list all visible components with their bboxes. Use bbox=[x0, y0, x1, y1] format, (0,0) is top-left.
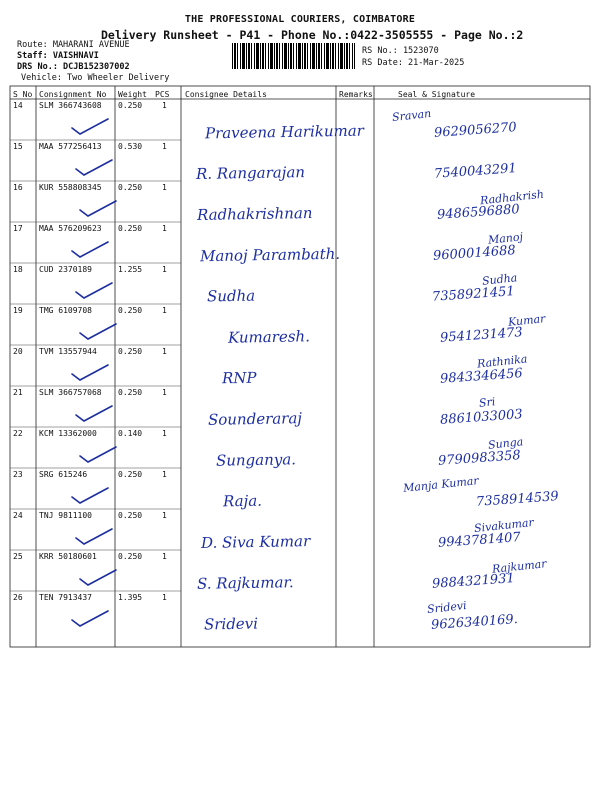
row-phone: 9626340169. bbox=[430, 611, 519, 634]
row-consignee-name: Raja. bbox=[222, 491, 263, 511]
row-sno: 16 bbox=[13, 183, 23, 192]
row-consignee-name: Radhakrishnan bbox=[196, 203, 313, 225]
row-sno: 17 bbox=[13, 224, 23, 233]
row-phone: 9541231473 bbox=[439, 325, 524, 346]
route-label: Route: MAHARANI AVENUE bbox=[17, 40, 130, 50]
row-phone: 9843346456 bbox=[439, 366, 524, 387]
row-phone: 9600014688 bbox=[432, 243, 517, 264]
col-header-seal: Seal & Signature bbox=[398, 90, 476, 99]
row-sno: 21 bbox=[13, 388, 23, 397]
row-consignee-name: Sridevi bbox=[203, 614, 259, 634]
row-phone: 7540043291 bbox=[433, 161, 518, 182]
row-consignment-no: SRG 615246 bbox=[39, 470, 88, 479]
checkmark-icon bbox=[74, 527, 114, 547]
row-phone: 9629056270 bbox=[433, 120, 518, 141]
row-phone: 9790983358 bbox=[437, 448, 522, 469]
row-pcs: 1 bbox=[162, 347, 167, 356]
row-pcs: 1 bbox=[162, 306, 167, 315]
col-header-weight: Weight bbox=[118, 90, 147, 99]
row-weight: 0.250 bbox=[118, 101, 143, 110]
row-pcs: 1 bbox=[162, 593, 167, 602]
row-weight: 1.395 bbox=[118, 593, 143, 602]
checkmark-icon bbox=[74, 158, 114, 178]
row-weight: 0.530 bbox=[118, 142, 143, 151]
col-header-remarks: Remarks bbox=[339, 90, 373, 99]
row-consignment-no: TMG 6109708 bbox=[39, 306, 92, 315]
checkmark-icon bbox=[78, 322, 118, 342]
row-consignee-name: Sudha bbox=[206, 286, 256, 306]
row-sno: 25 bbox=[13, 552, 23, 561]
checkmark-icon bbox=[78, 199, 118, 219]
row-weight: 0.250 bbox=[118, 183, 143, 192]
rs-date: RS Date: 21-Mar-2025 bbox=[362, 58, 465, 68]
row-pcs: 1 bbox=[162, 142, 167, 151]
company-title: THE PROFESSIONAL COURIERS, COIMBATORE bbox=[184, 14, 416, 25]
row-pcs: 1 bbox=[162, 224, 167, 233]
row-sno: 15 bbox=[13, 142, 23, 151]
row-consignee-name: Manoj Parambath. bbox=[199, 244, 341, 266]
row-signature: Rajkumar bbox=[491, 557, 548, 576]
row-pcs: 1 bbox=[162, 388, 167, 397]
vehicle-label: Vehicle: Two Wheeler Delivery bbox=[21, 73, 170, 83]
row-phone: 9486596880 bbox=[436, 202, 521, 223]
row-weight: 0.250 bbox=[118, 347, 143, 356]
row-pcs: 1 bbox=[162, 470, 167, 479]
row-signature: Sunga bbox=[487, 435, 524, 452]
row-sno: 18 bbox=[13, 265, 23, 274]
checkmark-icon bbox=[78, 445, 118, 465]
row-weight: 0.250 bbox=[118, 388, 143, 397]
col-header-consignee: Consignee Details bbox=[185, 90, 267, 99]
checkmark-icon bbox=[70, 240, 110, 260]
row-pcs: 1 bbox=[162, 552, 167, 561]
row-consignee-name: S. Rajkumar. bbox=[196, 573, 294, 593]
col-header-pcs: PCS bbox=[155, 90, 170, 99]
row-phone: 9884321931 bbox=[431, 571, 516, 592]
col-header-sno: S No bbox=[13, 90, 33, 99]
row-phone: 7358921451 bbox=[431, 284, 516, 305]
row-weight: 0.250 bbox=[118, 470, 143, 479]
row-sno: 14 bbox=[13, 101, 23, 110]
row-pcs: 1 bbox=[162, 101, 167, 110]
row-weight: 0.250 bbox=[118, 552, 143, 561]
row-weight: 0.250 bbox=[118, 511, 143, 520]
row-consignment-no: CUD 2370189 bbox=[39, 265, 92, 274]
row-signature: Radhakrish bbox=[479, 187, 545, 208]
checkmark-icon bbox=[70, 363, 110, 383]
row-consignment-no: KUR 558808345 bbox=[39, 183, 102, 192]
rs-number: RS No.: 1523070 bbox=[362, 46, 439, 56]
drs-label: DRS No.: DCJB152307002 bbox=[17, 62, 130, 72]
row-sno: 20 bbox=[13, 347, 23, 356]
row-signature: Sridevi bbox=[426, 598, 468, 617]
row-phone: 9943781407 bbox=[437, 530, 522, 551]
row-signature: Rathnika bbox=[476, 352, 528, 371]
row-sno: 24 bbox=[13, 511, 23, 520]
row-weight: 1.255 bbox=[118, 265, 143, 274]
row-signature: Kumar bbox=[507, 312, 546, 329]
row-consignment-no: TVM 13557944 bbox=[39, 347, 97, 356]
row-consignee-name: Sounderaraj bbox=[207, 409, 303, 429]
row-pcs: 1 bbox=[162, 183, 167, 192]
checkmark-icon bbox=[70, 117, 110, 137]
row-pcs: 1 bbox=[162, 511, 167, 520]
row-signature: Sravan bbox=[391, 106, 432, 125]
row-consignment-no: TEN 7913437 bbox=[39, 593, 92, 602]
row-sno: 26 bbox=[13, 593, 23, 602]
row-consignment-no: TNJ 9811100 bbox=[39, 511, 92, 520]
row-sno: 22 bbox=[13, 429, 23, 438]
checkmark-icon bbox=[78, 568, 118, 588]
checkmark-icon bbox=[74, 404, 114, 424]
row-phone: 7358914539 bbox=[475, 489, 560, 510]
row-consignee-name: D. Siva Kumar bbox=[200, 532, 311, 552]
row-signature: Manoj bbox=[487, 230, 524, 247]
checkmark-icon bbox=[70, 609, 110, 629]
row-signature: Sivakumar bbox=[473, 515, 535, 536]
row-consignment-no: KRR 50180601 bbox=[39, 552, 97, 561]
row-weight: 0.250 bbox=[118, 224, 143, 233]
row-consignment-no: SLM 366757068 bbox=[39, 388, 102, 397]
row-sno: 19 bbox=[13, 306, 23, 315]
checkmark-icon bbox=[74, 281, 114, 301]
row-sno: 23 bbox=[13, 470, 23, 479]
runsheet-title: Delivery Runsheet - P41 - Phone No.:0422-3505555 - Page No.:2 bbox=[101, 28, 524, 42]
staff-label: Staff: VAISHNAVI bbox=[17, 51, 99, 61]
row-consignee-name: Sunganya. bbox=[215, 450, 297, 470]
row-consignee-name: R. Rangarajan bbox=[195, 163, 306, 183]
row-consignee-name: Praveena Harikumar bbox=[204, 121, 365, 143]
row-consignment-no: MAA 576209623 bbox=[39, 224, 102, 233]
row-weight: 0.140 bbox=[118, 429, 143, 438]
col-header-consignment: Consignment No bbox=[39, 90, 107, 99]
row-signature: Manja Kumar bbox=[402, 474, 480, 495]
row-pcs: 1 bbox=[162, 429, 167, 438]
row-consignment-no: KCM 13362000 bbox=[39, 429, 97, 438]
row-consignment-no: SLM 366743608 bbox=[39, 101, 102, 110]
row-pcs: 1 bbox=[162, 265, 167, 274]
row-consignee-name: RNP bbox=[221, 368, 257, 388]
row-phone: 8861033003 bbox=[439, 407, 524, 428]
row-consignment-no: MAA 577256413 bbox=[39, 142, 102, 151]
row-signature: Sudha bbox=[481, 271, 518, 288]
row-signature: Sri bbox=[478, 395, 496, 410]
row-weight: 0.250 bbox=[118, 306, 143, 315]
row-consignee-name: Kumaresh. bbox=[227, 327, 311, 347]
checkmark-icon bbox=[70, 486, 110, 506]
